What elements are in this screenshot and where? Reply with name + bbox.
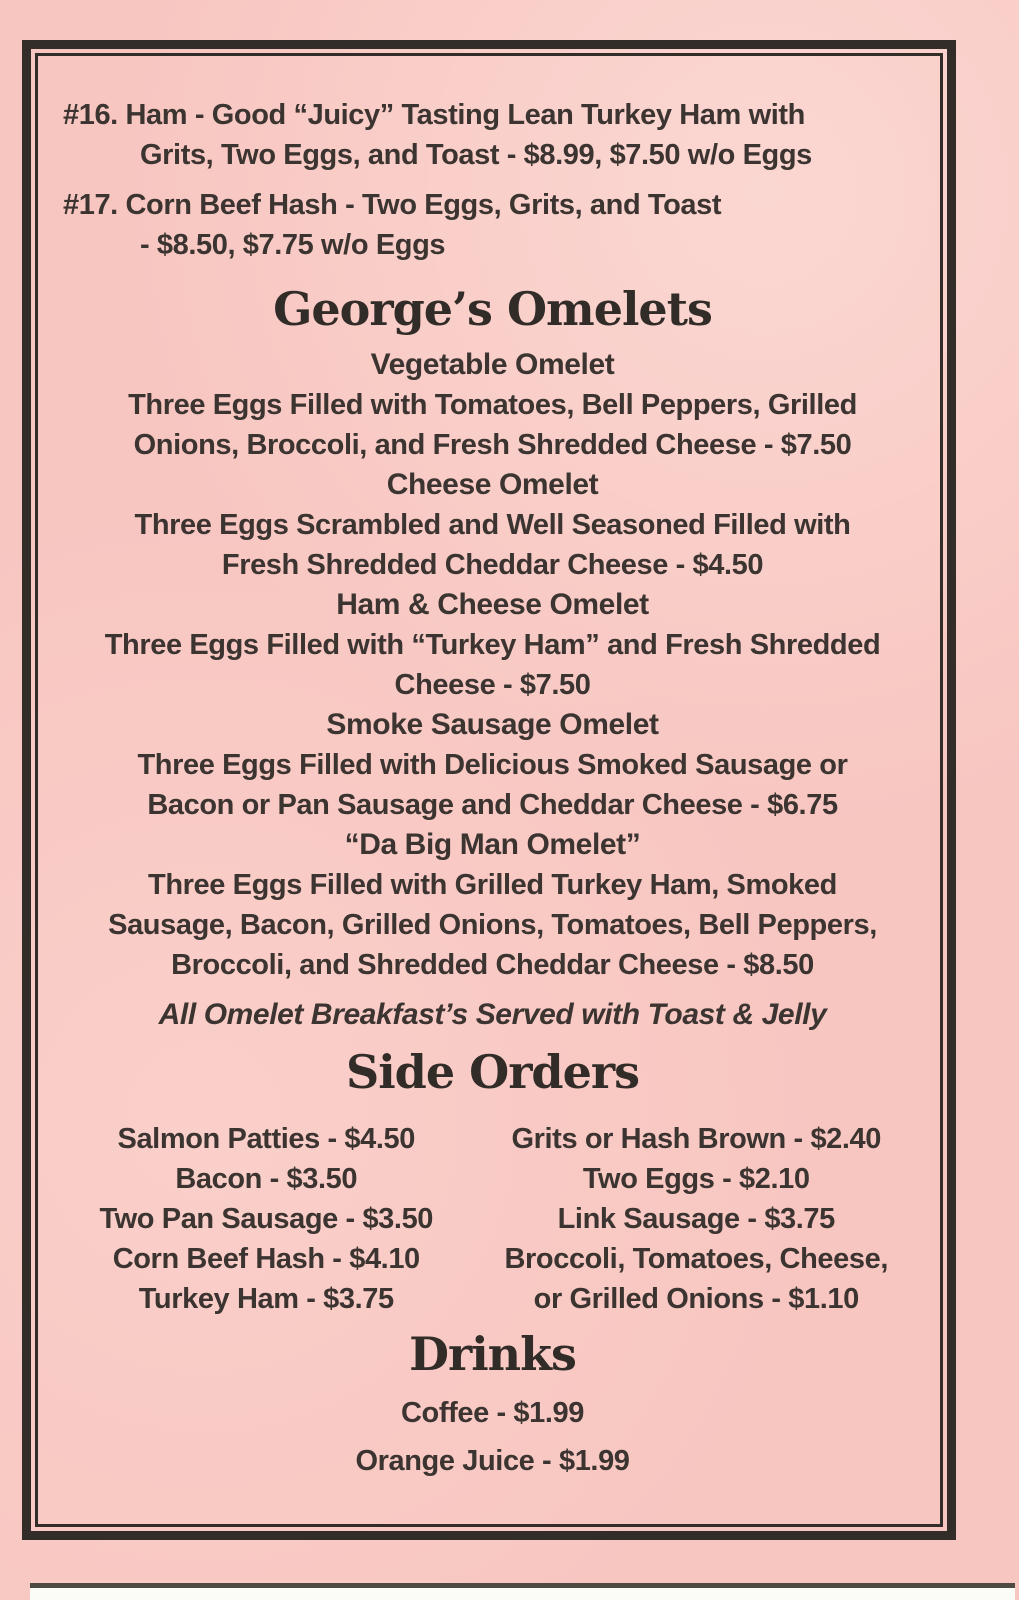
drink-item: Coffee - $1.99	[401, 1397, 584, 1429]
omelet-description-line: Three Eggs Scrambled and Well Seasoned Filled with	[134, 509, 851, 541]
menu-content	[40, 95, 945, 1481]
side-orders-section-title: Side Orders	[345, 1045, 639, 1099]
side-order-item: Bacon - $3.50	[175, 1163, 358, 1195]
omelet-description-line: Three Eggs Filled with “Turkey Ham” and Fresh Shredded	[104, 629, 881, 661]
omelets-footnote: All Omelet Breakfast’s Served with Toast & Jelly	[158, 998, 827, 1031]
omelet-name: Vegetable Omelet	[370, 348, 615, 381]
menu-item-17	[40, 185, 945, 265]
omelet-name: Cheese Omelet	[386, 468, 599, 501]
omelet-description-line: Cheese - $7.50	[394, 669, 591, 701]
side-orders-columns	[40, 1119, 945, 1319]
drink-item: Orange Juice - $1.99	[355, 1445, 630, 1477]
side-order-item: or Grilled Onions - $1.10	[533, 1283, 859, 1315]
side-order-item: Turkey Ham - $3.75	[138, 1283, 394, 1315]
side-order-item: Corn Beef Hash - $4.10	[112, 1243, 420, 1275]
menu-item-17-line1: #17. Corn Beef Hash - Two Eggs, Grits, and Toast	[63, 189, 722, 221]
omelet-item-cheese	[40, 465, 945, 585]
omelet-description-line: Three Eggs Filled with Tomatoes, Bell Peppers, Grilled	[128, 389, 857, 421]
omelet-item-vegetable	[40, 345, 945, 465]
side-order-item: Salmon Patties - $4.50	[117, 1123, 415, 1155]
omelet-description-line: Broccoli, and Shredded Cheddar Cheese - $8.50	[171, 949, 814, 981]
omelet-name: Ham & Cheese Omelet	[336, 588, 649, 621]
side-order-item: Two Pan Sausage - $3.50	[99, 1203, 434, 1235]
omelet-description-line: Three Eggs Filled with Delicious Smoked Sausage or	[137, 749, 848, 781]
omelet-description-line: Sausage, Bacon, Grilled Onions, Tomatoes, Bell Peppers,	[108, 909, 877, 941]
scanner-background	[30, 1588, 1015, 1600]
menu-item-16	[40, 95, 945, 175]
omelet-item-da-big-man	[40, 825, 945, 985]
side-order-item: Grits or Hash Brown - $2.40	[511, 1123, 882, 1155]
side-order-item: Two Eggs - $2.10	[582, 1163, 810, 1195]
omelet-description-line: Three Eggs Filled with Grilled Turkey Ham, Smoked	[148, 869, 837, 901]
omelet-description-line: Fresh Shredded Cheddar Cheese - $4.50	[221, 549, 764, 581]
omelet-name: “Da Big Man Omelet”	[344, 828, 641, 861]
omelet-description-line: Onions, Broccoli, and Fresh Shredded Cheese - $7.50	[133, 429, 852, 461]
omelet-name: Smoke Sausage Omelet	[326, 708, 659, 741]
omelet-description-line: Bacon or Pan Sausage and Cheddar Cheese - $6.75	[147, 789, 838, 821]
menu-item-16-line2: Grits, Two Eggs, and Toast - $8.99, $7.50 w/o Eggs	[140, 139, 812, 171]
drinks-section-title: Drinks	[409, 1327, 576, 1381]
menu-item-17-line2: - $8.50, $7.75 w/o Eggs	[140, 229, 446, 261]
omelet-item-ham-cheese	[40, 585, 945, 705]
side-orders-right-column	[493, 1119, 946, 1319]
menu-item-16-line1: #16. Ham - Good “Juicy” Tasting Lean Turkey Ham with	[63, 99, 805, 131]
side-order-item: Broccoli, Tomatoes, Cheese,	[504, 1243, 888, 1275]
omelets-section-title: George’s Omelets	[273, 282, 712, 336]
numbered-breakfast-items	[40, 95, 945, 265]
side-orders-left-column	[40, 1119, 493, 1319]
omelet-item-smoke-sausage	[40, 705, 945, 825]
side-order-item: Link Sausage - $3.75	[557, 1203, 835, 1235]
